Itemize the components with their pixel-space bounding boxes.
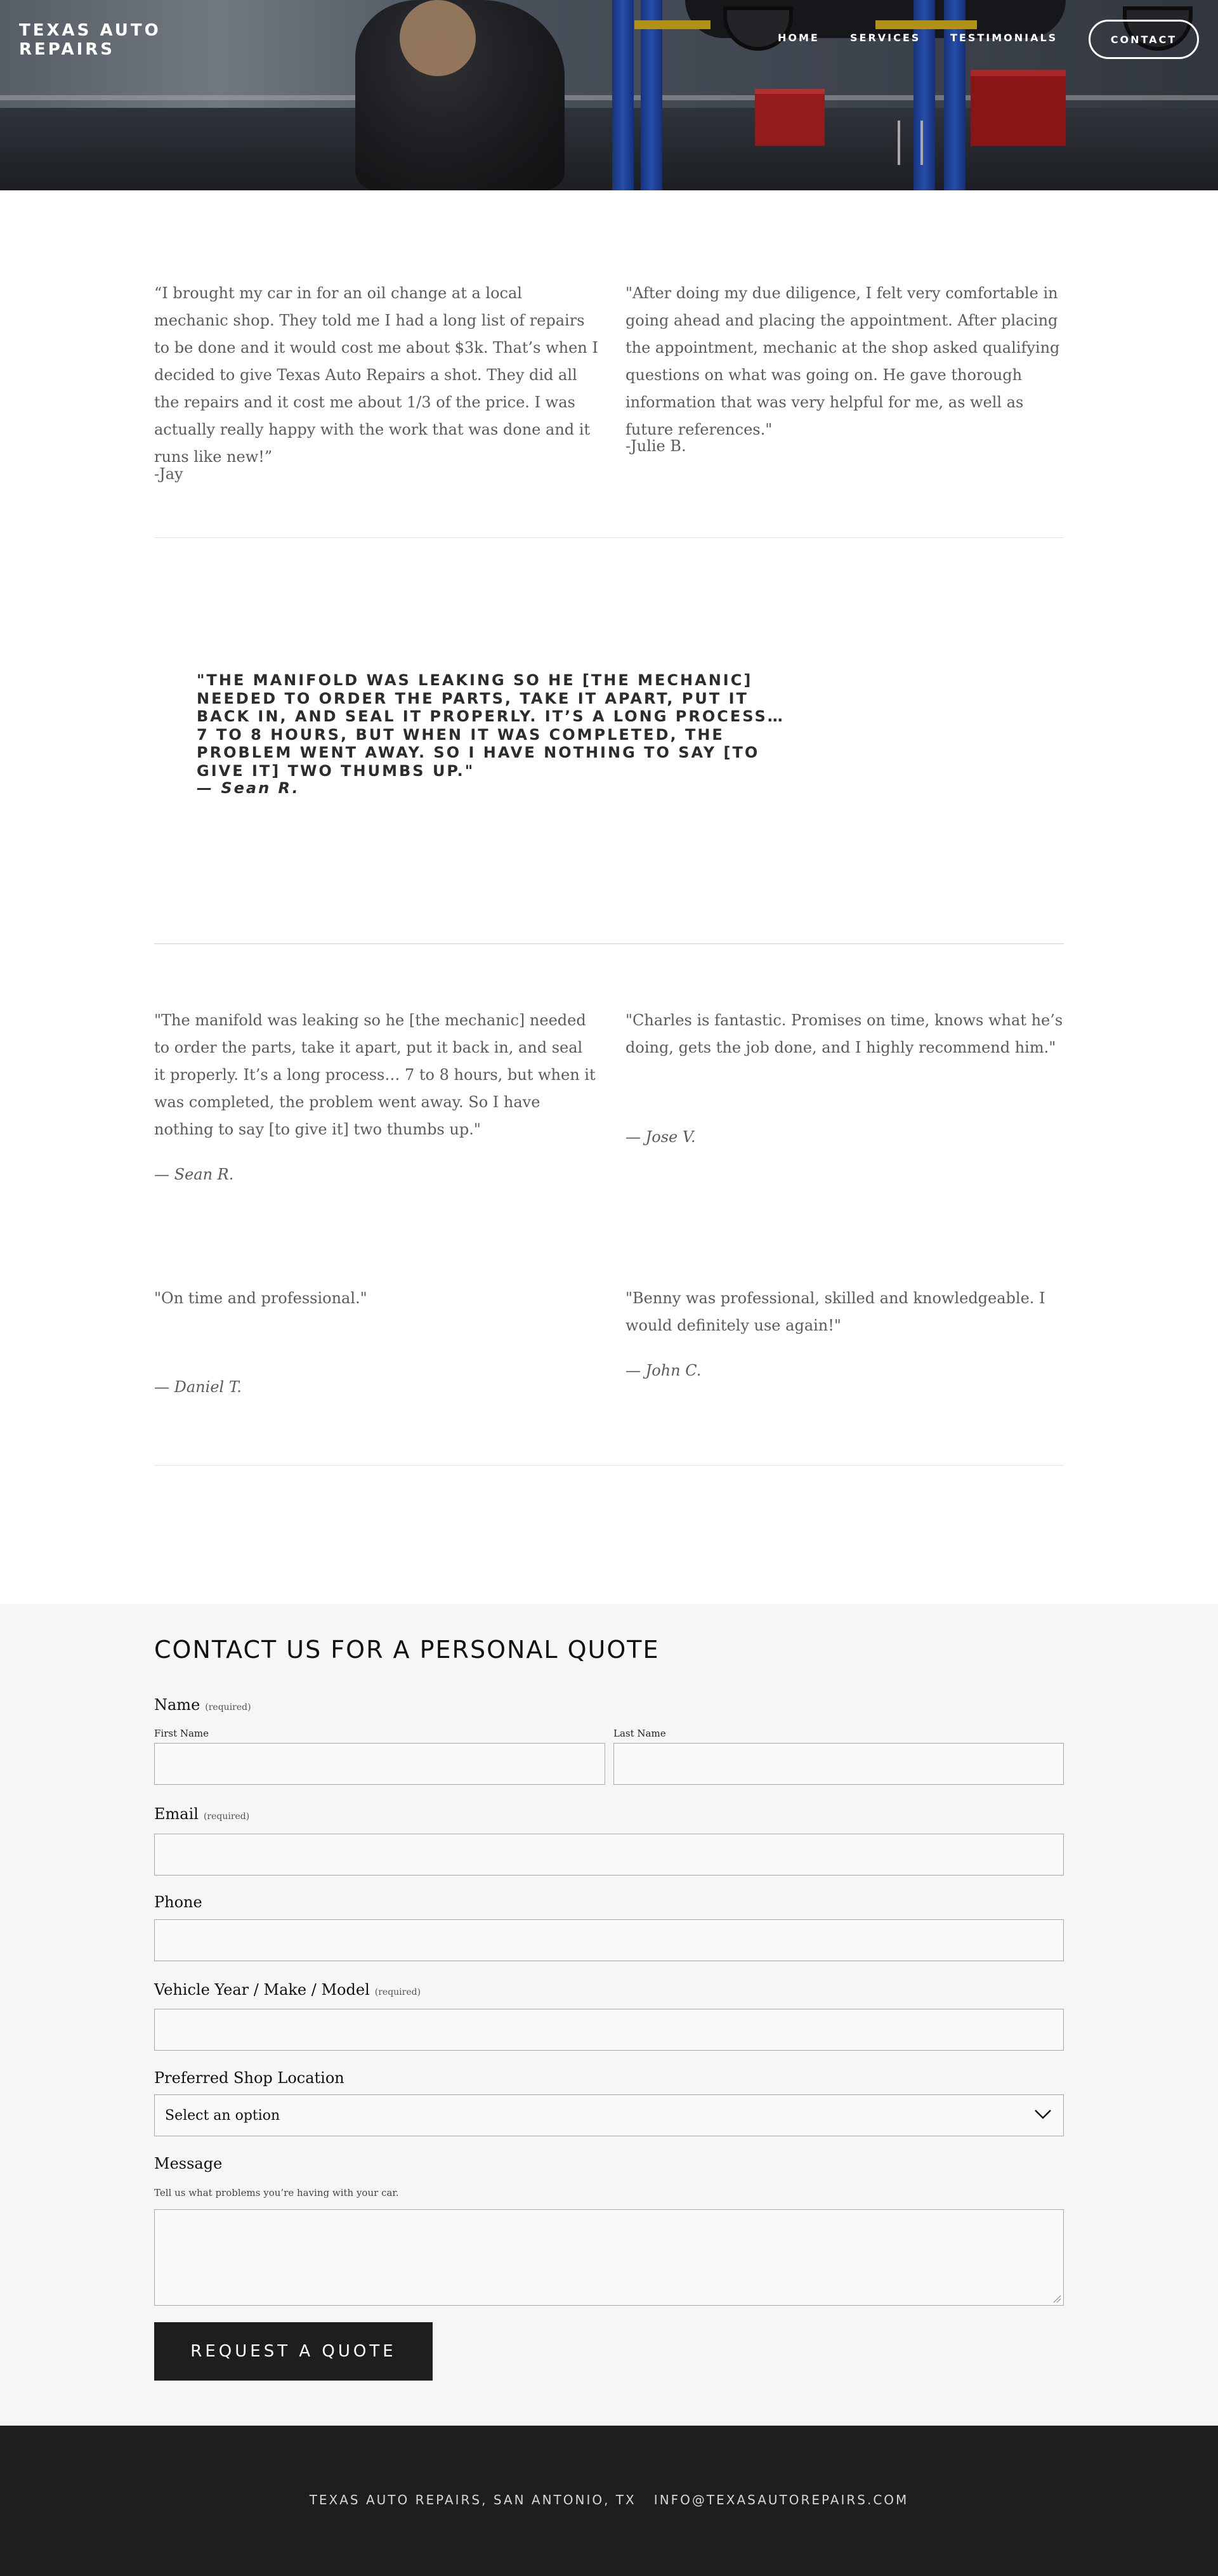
vehicle-input[interactable]: [154, 2009, 1064, 2051]
review-author: — Jose V.: [625, 1128, 696, 1146]
nav-testimonials[interactable]: TESTIMONIALS: [950, 32, 1058, 44]
message-label: Message: [154, 2155, 223, 2172]
divider: [154, 943, 1064, 944]
featured-quote-author: — Sean R.: [197, 779, 300, 797]
review-quote: "Charles is fantastic. Promises on time, knows what he’s doing, gets the job done, and I highly recommend him.": [625, 1011, 1063, 1056]
phone-label: Phone: [154, 1893, 202, 1911]
name-label: Name (required): [154, 1696, 251, 1714]
divider: [154, 1465, 1064, 1466]
form-title: CONTACT US FOR A PERSONAL QUOTE: [154, 1636, 660, 1664]
email-label: Email (required): [154, 1805, 250, 1823]
request-quote-button[interactable]: REQUEST A QUOTE: [154, 2322, 433, 2381]
divider: [154, 537, 1064, 538]
vehicle-label: Vehicle Year / Make / Model (required): [154, 1981, 421, 1999]
nav-services[interactable]: SERVICES: [850, 32, 921, 44]
featured-quote: "THE MANIFOLD WAS LEAKING SO HE [THE MECHANIC] NEEDED TO ORDER THE PARTS, TAKE IT APART, PUT IT BACK IN, AND SEAL IT PROPERLY. IT’S A LONG PROCESS… 7 TO 8 HOURS, BUT WHEN IT WAS COMPLETED, THE PROBLEM WENT AWAY. SO I HAVE NOTHING TO SAY [TO GIVE IT] TWO THUMBS UP.": [197, 671, 785, 780]
review-author: — Daniel T.: [154, 1378, 242, 1396]
testimonial-author: -Julie B.: [625, 437, 686, 455]
first-name-label: First Name: [154, 1728, 209, 1739]
first-name-input[interactable]: [154, 1743, 605, 1785]
review-quote: "Benny was professional, skilled and knowledgeable. I would definitely use again!": [625, 1289, 1045, 1334]
nav-home[interactable]: HOME: [778, 32, 820, 44]
last-name-label: Last Name: [613, 1728, 666, 1739]
last-name-input[interactable]: [613, 1743, 1064, 1785]
location-select-value: Select an option: [165, 2107, 280, 2124]
message-textarea[interactable]: [154, 2209, 1064, 2306]
review-author: — Sean R.: [154, 1166, 234, 1183]
phone-input[interactable]: [154, 1919, 1064, 1961]
message-help-text: Tell us what problems you’re having with your car.: [154, 2187, 399, 2198]
footer-contact-info: TEXAS AUTO REPAIRS, SAN ANTONIO, TX INFO@TEXASAUTOREPAIRS.COM: [309, 2492, 909, 2507]
review-quote: "On time and professional.": [154, 1289, 367, 1307]
location-label: Preferred Shop Location: [154, 2069, 344, 2087]
chevron-down-icon: [1034, 2108, 1052, 2120]
testimonial-quote: “I brought my car in for an oil change at a local mechanic shop. They told me I had a long list of repairs to be done and it would cost me about $3k. That’s when I decided to give Texas Auto Repairs a shot. They did all the repairs and it cost me about 1/3 of the price. I was actually really happy with the work that was done and it runs like new!”: [154, 284, 598, 466]
testimonial-quote: "After doing my due diligence, I felt very comfortable in going ahead and placing the appointment. After placing the appointment, mechanic at the shop asked qualifying questions on what was going on. He gave thorough information that was very helpful for me, as well as future references.": [625, 284, 1060, 438]
review-author: — John C.: [625, 1362, 702, 1379]
site-logo[interactable]: TEXAS AUTO REPAIRS: [19, 21, 161, 59]
testimonial-author: -Jay: [154, 465, 183, 483]
review-quote: "The manifold was leaking so he [the mechanic] needed to order the parts, take it apart, put it back in, and seal it properly. It’s a long process… 7 to 8 hours, but when it was completed, the problem went away. So I have nothing to say [to give it] two thumbs up.": [154, 1011, 596, 1138]
contact-button[interactable]: CONTACT: [1089, 20, 1199, 59]
location-select[interactable]: [154, 2094, 1064, 2136]
resize-grip-icon[interactable]: [1052, 2294, 1061, 2303]
email-input[interactable]: [154, 1834, 1064, 1876]
